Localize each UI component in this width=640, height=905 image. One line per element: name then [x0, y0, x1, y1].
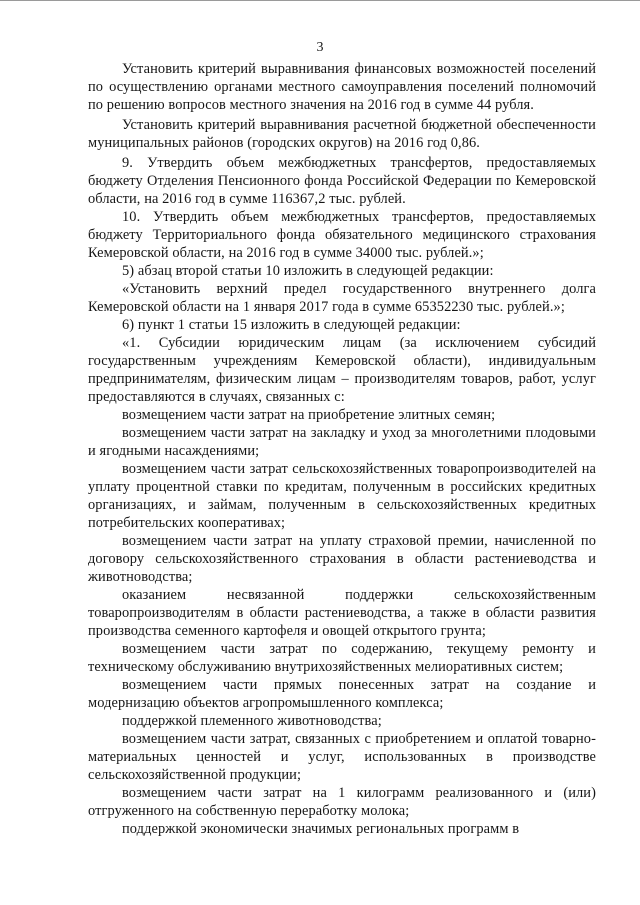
document-body [88, 60, 596, 838]
paragraph: 6) пункт 1 статьи 15 изложить в следующей редакции: [122, 317, 461, 333]
paragraph: возмещением части затрат на уплату страховой премии, начисленной по договору сельскохозяйственного страхования в области растениеводства и животноводства; [88, 533, 596, 585]
paragraph: поддержкой экономически значимых региональных программ в [122, 821, 520, 837]
paragraph: возмещением части прямых понесенных затрат на создание и модернизацию объектов агропромышленного комплекса; [88, 677, 596, 711]
paragraph: 9. Утвердить объем межбюджетных трансфертов, предоставляемых бюджету Отделения Пенсионного фонда Российской Федерации по Кемеровской области, на 2016 год в сумме 116367,2 тыс. рублей. [88, 155, 596, 207]
paragraph: 5) абзац второй статьи 10 изложить в следующей редакции: [122, 263, 494, 279]
paragraph: «1. Субсидии юридическим лицам (за исключением субсидий государственным учреждениям Кемеровской области), индивидуальным предпринимателям, физическим лицам – производителям товаров, работ, услуг предоставляются в случаях, связанных с: [88, 335, 596, 405]
page-number: 3 [316, 40, 324, 55]
paragraph: Установить критерий выравнивания финансовых возможностей поселений по осуществлению органами местного самоуправления поселений полномочий по решению вопросов местного значения на 2016 год в сумме 44 рубля. [88, 61, 596, 113]
paragraph: возмещением части затрат на приобретение элитных семян; [122, 407, 496, 423]
paragraph: возмещением части затрат, связанных с приобретением и оплатой товарно-материальных ценностей и услуг, использованных в производстве сельскохозяйственной продукции; [88, 731, 596, 783]
paragraph: возмещением части затрат по содержанию, текущему ремонту и техническому обслуживанию внутрихозяйственных мелиоративных систем; [88, 641, 596, 675]
paragraph: возмещением части затрат на закладку и уход за многолетними плодовыми и ягодными насаждениями; [88, 425, 596, 459]
paragraph: 10. Утвердить объем межбюджетных трансфертов, предоставляемых бюджету Территориального фонда обязательного медицинского страхования Кемеровской области, на 2016 год в сумме 34000 тыс. рублей.»; [88, 209, 596, 261]
paragraph: возмещением части затрат на 1 килограмм реализованного и (или) отгруженного на собственную переработку молока; [88, 785, 596, 819]
paragraph: «Установить верхний предел государственного внутреннего долга Кемеровской области на 1 января 2017 года в сумме 65352230 тыс. рублей.»; [88, 281, 596, 315]
paragraph: возмещением части затрат сельскохозяйственных товаропроизводителей на уплату процентной ставки по кредитам, полученным в российских кредитных организациях, и займам, полученным в сельскохозяйственных кредитных потребительских кооперативах; [88, 461, 596, 531]
paragraph: оказанием несвязанной поддержки сельскохозяйственным товаропроизводителям в области растениеводства, а также в области развития производства семенного картофеля и овощей открытого грунта; [88, 587, 596, 639]
paragraph: Установить критерий выравнивания расчетной бюджетной обеспеченности муниципальных районов (городских округов) на 2016 год 0,86. [88, 117, 596, 151]
top-rule [0, 0, 640, 1]
paragraph: поддержкой племенного животноводства; [122, 713, 382, 729]
